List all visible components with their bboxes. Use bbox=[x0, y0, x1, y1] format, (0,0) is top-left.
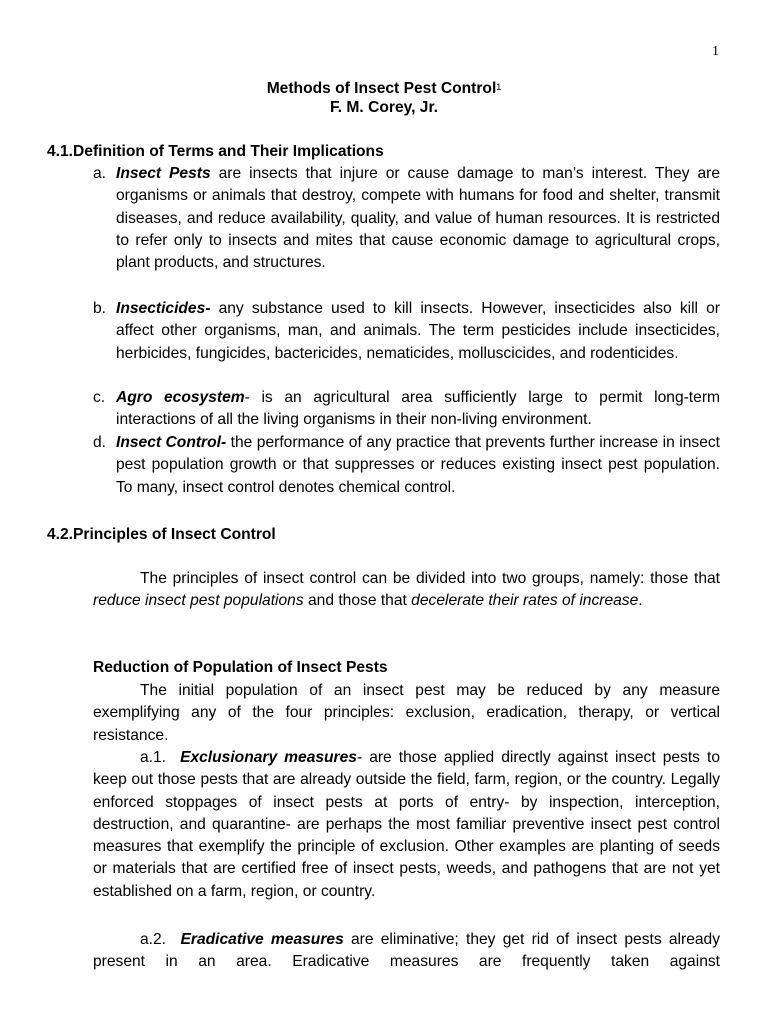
principles-paragraph bbox=[93, 568, 720, 613]
definition-label: d. bbox=[93, 434, 107, 451]
definition-text: are insects that injure or cause damage to man’s interest. They are organisms or animals that destroy, compete with humans for food and shelter, transmit diseases, and reduce availability, quality, and value of human resources. It is restricted to refer only to insects and mites that cause economic damage to agricultural crops, plant products, and structures. bbox=[116, 165, 721, 272]
definition-item bbox=[93, 387, 720, 432]
definition-item bbox=[93, 163, 720, 274]
definition-label: c. bbox=[93, 389, 106, 406]
eradicative-label: a.2. bbox=[140, 931, 167, 948]
definition-term: Insect Pests bbox=[116, 165, 211, 182]
definition-term: Agro ecosystem bbox=[116, 389, 245, 406]
exclusionary-label: a.1. bbox=[140, 749, 167, 766]
definition-term: Insecticides- bbox=[116, 300, 211, 317]
definition-text: - is an agricultural area sufficiently large to permit long-term interactions of all the living organisms in their non-living environment. bbox=[116, 389, 720, 429]
title-footnote-marker: 1 bbox=[496, 82, 502, 92]
eradicative-paragraph bbox=[93, 929, 720, 974]
definition-item bbox=[93, 298, 720, 365]
definition-text: any substance used to kill insects. However, insecticides also kill or affect other organisms, man, and animals. The term pesticides include insecticides, herbicides, fungicides, bactericides, nematicides, molluscicides, and rodenticides. bbox=[116, 300, 720, 362]
principles-text: . bbox=[638, 592, 643, 610]
eradicative-text: are eliminative; they get rid of insect pests already present in an area. Eradicative measures are frequently taken against bbox=[93, 931, 721, 971]
definition-label: a. bbox=[93, 165, 107, 182]
definition-text: the performance of any practice that prevents further increase in insect pest population growth or that suppresses or reduces existing insect pest population. To many, insect control denotes chemical control. bbox=[116, 434, 720, 496]
subheading-reduction: Reduction of Population of Insect Pests bbox=[93, 659, 388, 676]
principles-emphasis-reduce: reduce insect pest populations bbox=[93, 592, 304, 610]
exclusionary-term: Exclusionary measures bbox=[180, 749, 357, 766]
exclusionary-paragraph bbox=[93, 747, 720, 903]
exclusionary-text: - are those applied directly against insect pests to keep out those pests that are already outside the field, farm, region, or the country. Legally enforced stoppages of insect pests at ports of entry- by inspection, interception, destruction, and quarantine- are perhaps the most familiar preventive insect pest control measures that exemplify the principle of exclusion. Other examples are planting of seeds or materials that are certified free of insect pests, weeds, and pathogens that are not yet established on a farm, region, or country. bbox=[93, 749, 720, 900]
definition-label: b. bbox=[93, 300, 107, 317]
reduction-paragraph: The initial population of an insect pest may be reduced by any measure exemplifying any of the four principles: exclusion, eradication, therapy, or vertical resistance. bbox=[93, 682, 720, 744]
principles-text: and those that bbox=[303, 592, 412, 610]
principles-emphasis-decelerate: decelerate their rates of increase bbox=[411, 592, 639, 610]
page-number: 1 bbox=[712, 44, 719, 59]
principles-text: The principles of insect control can be divided into two groups, namely: those that bbox=[140, 570, 720, 587]
eradicative-term: Eradicative measures bbox=[180, 931, 344, 948]
section-heading-principles: 4.2.Principles of Insect Control bbox=[47, 526, 276, 543]
title-text: Methods of Insect Pest Control bbox=[266, 80, 497, 97]
author-line: F. M. Corey, Jr. bbox=[329, 99, 439, 116]
definition-item bbox=[93, 432, 720, 499]
section-heading-definitions: 4.1.Definition of Terms and Their Implications bbox=[47, 143, 384, 160]
definition-term: Insect Control- bbox=[116, 434, 227, 451]
